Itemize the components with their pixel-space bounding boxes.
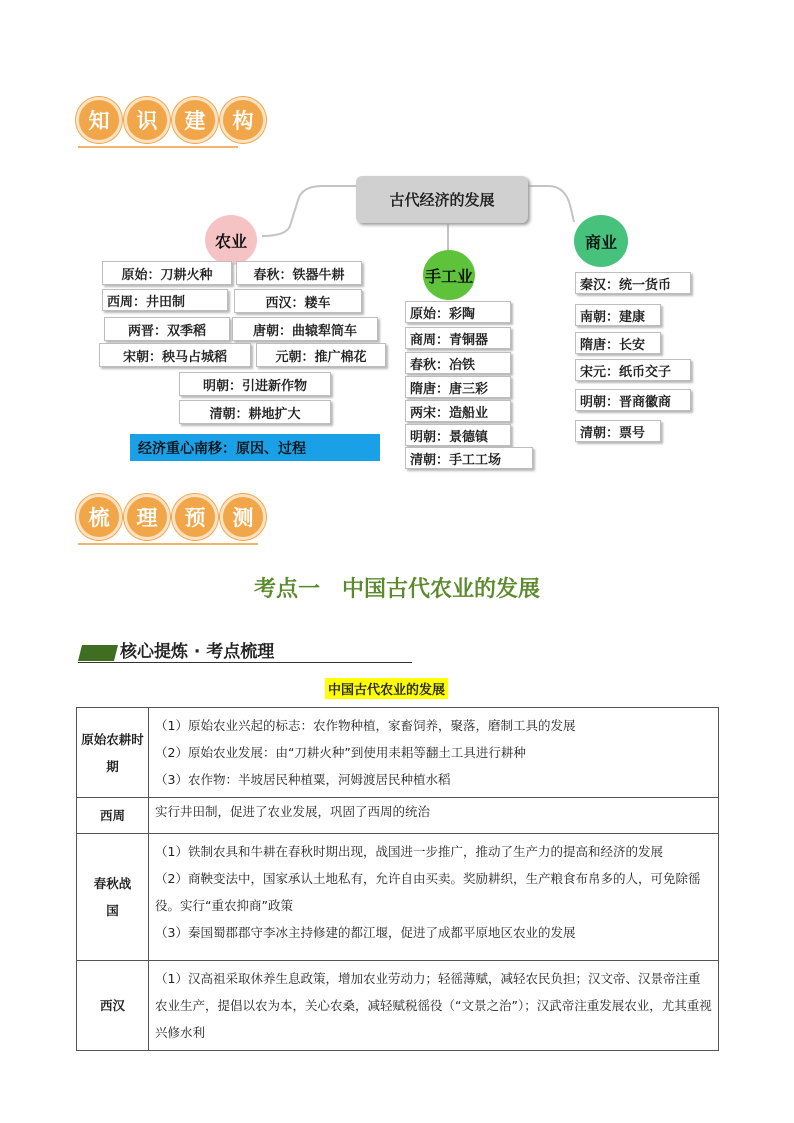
agriculture-development-table xyxy=(76,707,719,1051)
handicraft-item: 原始：彩陶 xyxy=(405,301,511,323)
agriculture-item: 清朝：耕地扩大 xyxy=(179,400,331,424)
badge-underline xyxy=(78,543,258,545)
content-line: （2）原始农业发展：由“刀耕火种”到使用耒耜等翻土工具进行耕种 xyxy=(155,745,526,760)
agriculture-item: 原始：刀耕火种 xyxy=(102,261,232,285)
table-row xyxy=(77,708,719,798)
handicraft-item: 隋唐：唐三彩 xyxy=(405,376,511,398)
badge-char: 梳 xyxy=(76,494,122,540)
content-cell xyxy=(149,834,719,961)
agriculture-item: 西汉：耧车 xyxy=(234,289,362,313)
handicraft-item: 春秋：冶铁 xyxy=(405,352,511,374)
agriculture-item: 明朝：引进新作物 xyxy=(179,372,331,396)
economic-center-shift-box: 经济重心南移：原因、过程 xyxy=(130,434,380,461)
period-cell: 西周 xyxy=(77,798,149,834)
commerce-item: 清朝：票号 xyxy=(575,420,661,442)
table-caption: 中国古代农业的发展 xyxy=(325,678,448,699)
commerce-item: 秦汉：统一货币 xyxy=(575,272,691,294)
badge-char: 测 xyxy=(220,494,266,540)
agriculture-item: 宋朝：秧马占城稻 xyxy=(99,343,251,367)
content-line: （2）商鞅变法中，国家承认土地私有，允许自由买卖。奖励耕织，生产粮食布帛多的人，可免除徭役。实行“重农抑商”政策 xyxy=(155,871,701,913)
content-line: （3）农作物：半坡居民种植粟，河姆渡居民种植水稻 xyxy=(155,772,451,787)
badge-char: 识 xyxy=(124,97,170,143)
category-handicraft: 手工业 xyxy=(423,250,475,300)
handicraft-item: 两宋：造船业 xyxy=(405,400,511,422)
content-line: 实行井田制，促进了农业发展，巩固了西周的统治 xyxy=(155,804,431,819)
badge-char: 建 xyxy=(172,97,218,143)
topic-title: 考点一 中国古代农业的发展 xyxy=(253,577,540,602)
sub-heading-rule xyxy=(78,662,412,663)
category-commerce: 商业 xyxy=(574,215,628,267)
section-badge-review-forecast xyxy=(76,494,266,540)
sub-heading: 核心提炼 · 考点梳理 xyxy=(120,642,275,662)
commerce-item: 南朝：建康 xyxy=(575,304,661,326)
content-cell xyxy=(149,798,719,834)
badge-char: 构 xyxy=(220,97,266,143)
period-cell: 原始农耕时期 xyxy=(77,708,149,798)
category-agriculture: 农业 xyxy=(205,215,257,265)
content-cell xyxy=(149,708,719,798)
heading-marker-icon xyxy=(78,645,118,661)
agriculture-item: 唐朝：曲辕犁筒车 xyxy=(232,317,378,341)
content-line: （3）秦国蜀郡郡守李冰主持修建的都江堰，促进了成都平原地区农业的发展 xyxy=(155,925,576,940)
period-cell: 春秋战国 xyxy=(77,834,149,961)
content-line: （1）汉高祖采取休养生息政策，增加农业劳动力；轻徭薄赋，减轻农民负担；汉文帝、汉景帝注重农业生产，提倡以农为本，关心农桑，减轻赋税徭役（“文景之治”）；汉武帝注重发展农业，尤其重视兴修水利 xyxy=(155,971,712,1040)
badge-char: 理 xyxy=(124,494,170,540)
mindmap-center-node: 古代经济的发展 xyxy=(356,176,528,223)
content-line: （1）铁制农具和牛耕在春秋时期出现，战国进一步推广，推动了生产力的提高和经济的发展 xyxy=(155,844,663,859)
badge-char: 预 xyxy=(172,494,218,540)
content-cell xyxy=(149,961,719,1051)
table-row xyxy=(77,834,719,961)
table-row xyxy=(77,961,719,1051)
commerce-item: 明朝：晋商徽商 xyxy=(575,389,691,411)
agriculture-item: 西周：井田制 xyxy=(102,289,228,311)
agriculture-item: 两晋：双季稻 xyxy=(104,317,230,341)
handicraft-item: 明朝：景德镇 xyxy=(405,424,511,446)
connector-agriculture xyxy=(262,186,357,236)
table-row xyxy=(77,798,719,834)
content-line: （1）原始农业兴起的标志：农作物种植，家畜饲养，聚落，磨制工具的发展 xyxy=(155,718,576,733)
badge-char: 知 xyxy=(76,97,122,143)
connector-commerce xyxy=(527,186,574,222)
handicraft-item: 清朝：手工工场 xyxy=(405,447,533,469)
commerce-item: 隋唐：长安 xyxy=(575,332,661,354)
handicraft-item: 商周：青铜器 xyxy=(405,327,511,349)
agriculture-item: 春秋：铁器牛耕 xyxy=(236,261,362,285)
commerce-item: 宋元：纸币交子 xyxy=(575,359,691,381)
period-cell: 西汉 xyxy=(77,961,149,1051)
agriculture-item: 元朝：推广棉花 xyxy=(256,343,386,367)
